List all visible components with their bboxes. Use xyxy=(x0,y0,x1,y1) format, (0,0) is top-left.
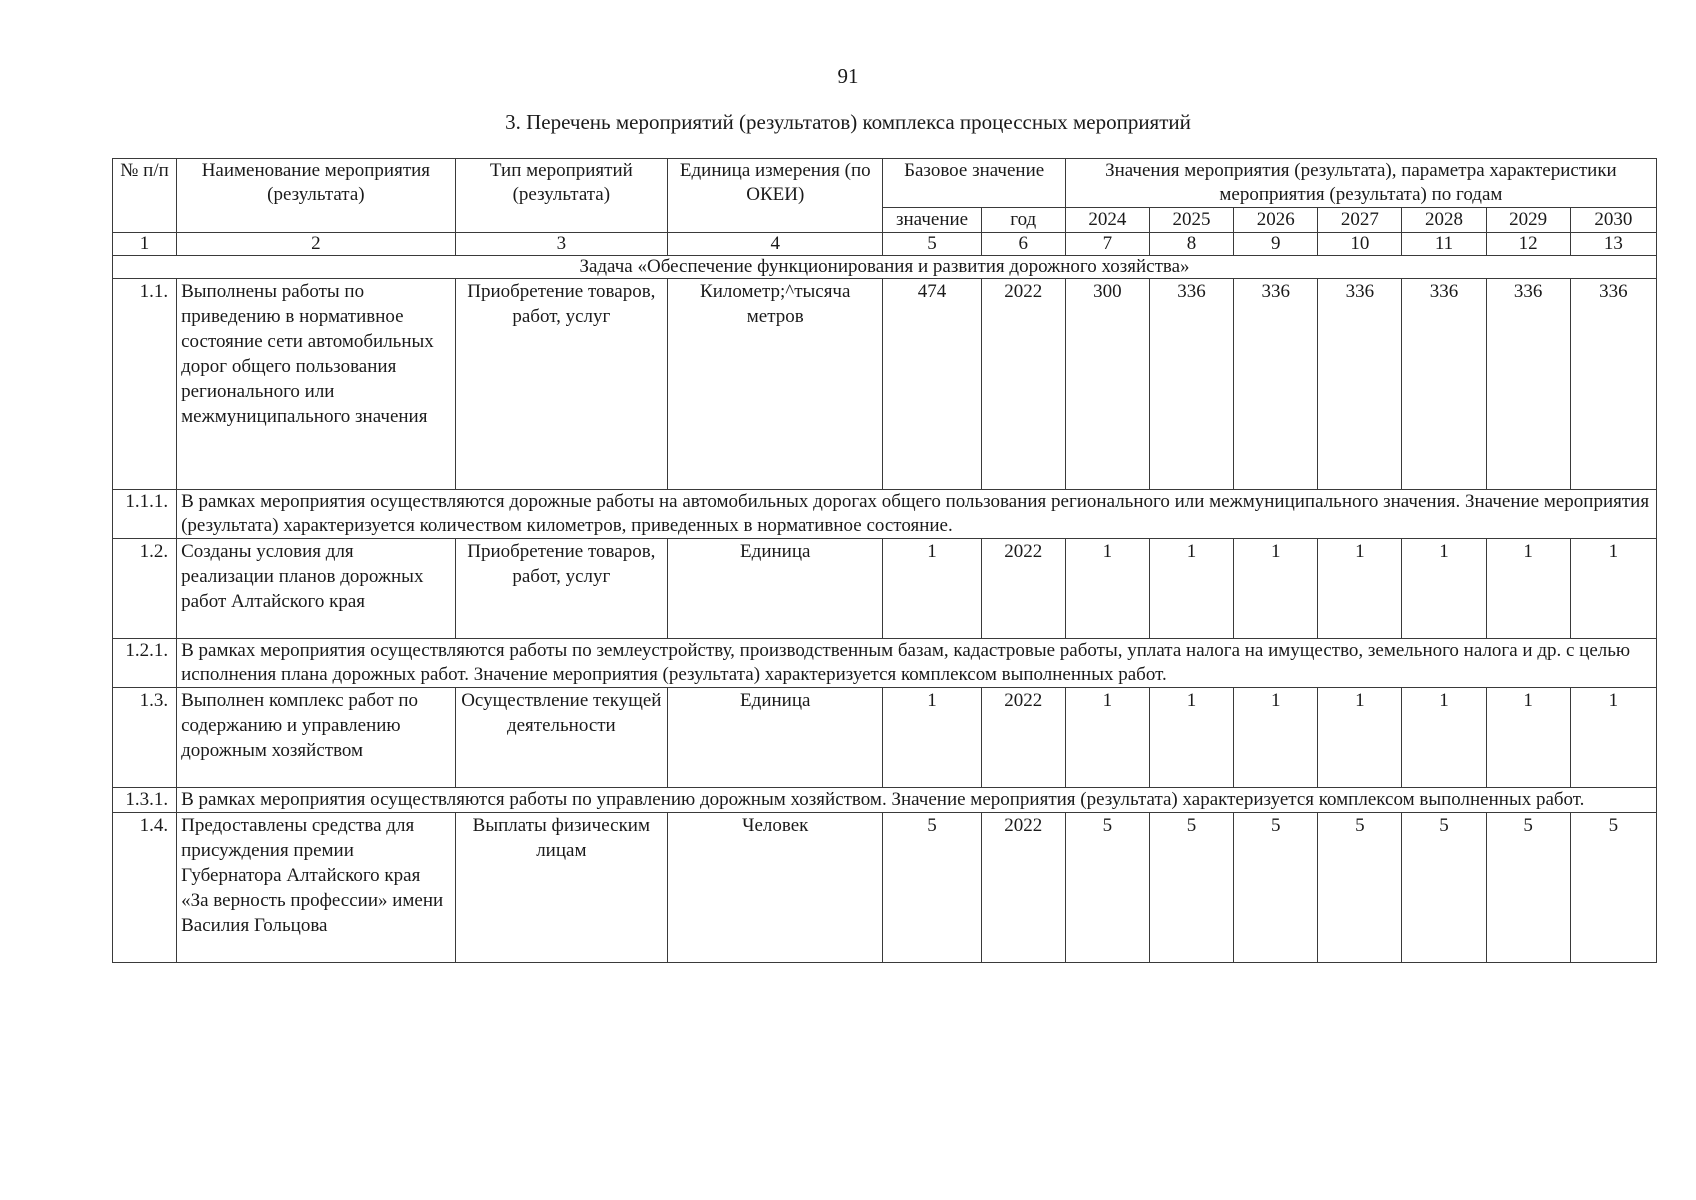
column-number: 5 xyxy=(883,233,981,256)
row-year-value: 336 xyxy=(1402,279,1486,490)
table-row xyxy=(113,688,1657,788)
task-title: Задача «Обеспечение функционирования и развития дорожного хозяйства» xyxy=(113,256,1657,279)
row-year-value: 5 xyxy=(1065,813,1149,963)
row-year-value: 1 xyxy=(1570,688,1656,788)
header-year: 2024 xyxy=(1065,208,1149,233)
row-year-value: 5 xyxy=(1486,813,1570,963)
header-base-value: значение xyxy=(883,208,981,233)
description-number: 1.1.1. xyxy=(113,490,177,539)
header-year: 2030 xyxy=(1570,208,1656,233)
row-number: 1.2. xyxy=(113,539,177,639)
description-number: 1.2.1. xyxy=(113,639,177,688)
column-number: 10 xyxy=(1318,233,1402,256)
row-year-value: 5 xyxy=(1234,813,1318,963)
row-year-value: 336 xyxy=(1234,279,1318,490)
column-number: 6 xyxy=(981,233,1065,256)
row-year-value: 5 xyxy=(1570,813,1656,963)
column-number: 12 xyxy=(1486,233,1570,256)
row-year-value: 1 xyxy=(1149,688,1233,788)
table-row xyxy=(113,279,1657,490)
row-year-value: 1 xyxy=(1486,688,1570,788)
row-base-value: 5 xyxy=(883,813,981,963)
description-number: 1.3.1. xyxy=(113,788,177,813)
header-unit: Единица измерения (по ОКЕИ) xyxy=(668,159,883,233)
row-year-value: 5 xyxy=(1149,813,1233,963)
row-base-year: 2022 xyxy=(981,813,1065,963)
row-year-value: 336 xyxy=(1149,279,1233,490)
row-base-year: 2022 xyxy=(981,539,1065,639)
row-year-value: 336 xyxy=(1486,279,1570,490)
row-year-value: 1 xyxy=(1318,539,1402,639)
row-type: Выплаты физическим лицам xyxy=(455,813,667,963)
header-year: 2025 xyxy=(1149,208,1233,233)
row-name: Выполнен комплекс работ по содержанию и управлению дорожным хозяйством xyxy=(177,688,456,788)
row-year-value: 1 xyxy=(1149,539,1233,639)
header-year: 2026 xyxy=(1234,208,1318,233)
column-number: 8 xyxy=(1149,233,1233,256)
row-year-value: 1 xyxy=(1234,539,1318,639)
header-num: № п/п xyxy=(113,159,177,233)
column-number: 11 xyxy=(1402,233,1486,256)
row-number: 1.4. xyxy=(113,813,177,963)
row-year-value: 1 xyxy=(1065,688,1149,788)
row-year-value: 1 xyxy=(1402,688,1486,788)
row-type: Приобретение товаров, работ, услуг xyxy=(455,279,667,490)
measures-table xyxy=(112,158,1657,963)
table-row xyxy=(113,539,1657,639)
row-type: Приобретение товаров, работ, услуг xyxy=(455,539,667,639)
row-name: Предоставлены средства для присуждения премии Губернатора Алтайского края «За верность профессии» имени Василия Гольцова xyxy=(177,813,456,963)
header-type: Тип мероприятий (результата) xyxy=(455,159,667,233)
header-base: Базовое значение xyxy=(883,159,1065,208)
row-base-year: 2022 xyxy=(981,688,1065,788)
description-row xyxy=(113,490,1657,539)
row-year-value: 5 xyxy=(1318,813,1402,963)
row-year-value: 1 xyxy=(1065,539,1149,639)
row-year-value: 1 xyxy=(1402,539,1486,639)
row-year-value: 5 xyxy=(1402,813,1486,963)
header-year: 2028 xyxy=(1402,208,1486,233)
description-text: В рамках мероприятия осуществляются работы по землеустройству, производственным базам, кадастровые работы, уплата налога на имущество, земельного налога и др. с целью исполнения плана дорожных работ. Значение мероприятия (результата) характеризуется комплексом выполненных работ. xyxy=(177,639,1657,688)
row-year-value: 1 xyxy=(1234,688,1318,788)
document-title: 3. Перечень мероприятий (результатов) комплекса процессных мероприятий xyxy=(505,110,1191,134)
row-year-value: 300 xyxy=(1065,279,1149,490)
column-number: 7 xyxy=(1065,233,1149,256)
header-base-year: год xyxy=(981,208,1065,233)
row-year-value: 336 xyxy=(1318,279,1402,490)
description-text: В рамках мероприятия осуществляются работы по управлению дорожным хозяйством. Значение мероприятия (результата) характеризуется комплексом выполненных работ. xyxy=(177,788,1657,813)
header-year: 2029 xyxy=(1486,208,1570,233)
row-base-value: 474 xyxy=(883,279,981,490)
row-base-value: 1 xyxy=(883,539,981,639)
row-base-year: 2022 xyxy=(981,279,1065,490)
page-number: 91 xyxy=(837,64,859,88)
row-year-value: 1 xyxy=(1570,539,1656,639)
row-year-value: 1 xyxy=(1486,539,1570,639)
description-text: В рамках мероприятия осуществляются дорожные работы на автомобильных дорогах общего пользования регионального или межмуниципального значения. Значение мероприятия (результата) характеризуется количеством километров, приведенных в нормативное состояние. xyxy=(177,490,1657,539)
column-number: 3 xyxy=(455,233,667,256)
column-number-row xyxy=(113,233,1657,256)
column-number: 1 xyxy=(113,233,177,256)
row-unit: Человек xyxy=(668,813,883,963)
column-number: 2 xyxy=(177,233,456,256)
row-unit: Километр;^тысяча метров xyxy=(668,279,883,490)
row-name: Выполнены работы по приведению в нормативное состояние сети автомобильных дорог общего пользования регионального или межмуниципального значения xyxy=(177,279,456,490)
description-row xyxy=(113,639,1657,688)
header-year: 2027 xyxy=(1318,208,1402,233)
row-unit: Единица xyxy=(668,688,883,788)
row-name: Созданы условия для реализации планов дорожных работ Алтайского края xyxy=(177,539,456,639)
row-type: Осуществление текущей деятельности xyxy=(455,688,667,788)
table-header xyxy=(113,159,1657,233)
row-unit: Единица xyxy=(668,539,883,639)
header-values: Значения мероприятия (результата), параметра характеристики мероприятия (результата) по годам xyxy=(1065,159,1656,208)
description-row xyxy=(113,788,1657,813)
column-number: 9 xyxy=(1234,233,1318,256)
header-name: Наименование мероприятия (результата) xyxy=(177,159,456,233)
table-row xyxy=(113,813,1657,963)
row-year-value: 336 xyxy=(1570,279,1656,490)
row-year-value: 1 xyxy=(1318,688,1402,788)
column-number: 4 xyxy=(668,233,883,256)
row-number: 1.1. xyxy=(113,279,177,490)
row-base-value: 1 xyxy=(883,688,981,788)
task-row xyxy=(113,256,1657,279)
row-number: 1.3. xyxy=(113,688,177,788)
column-number: 13 xyxy=(1570,233,1656,256)
